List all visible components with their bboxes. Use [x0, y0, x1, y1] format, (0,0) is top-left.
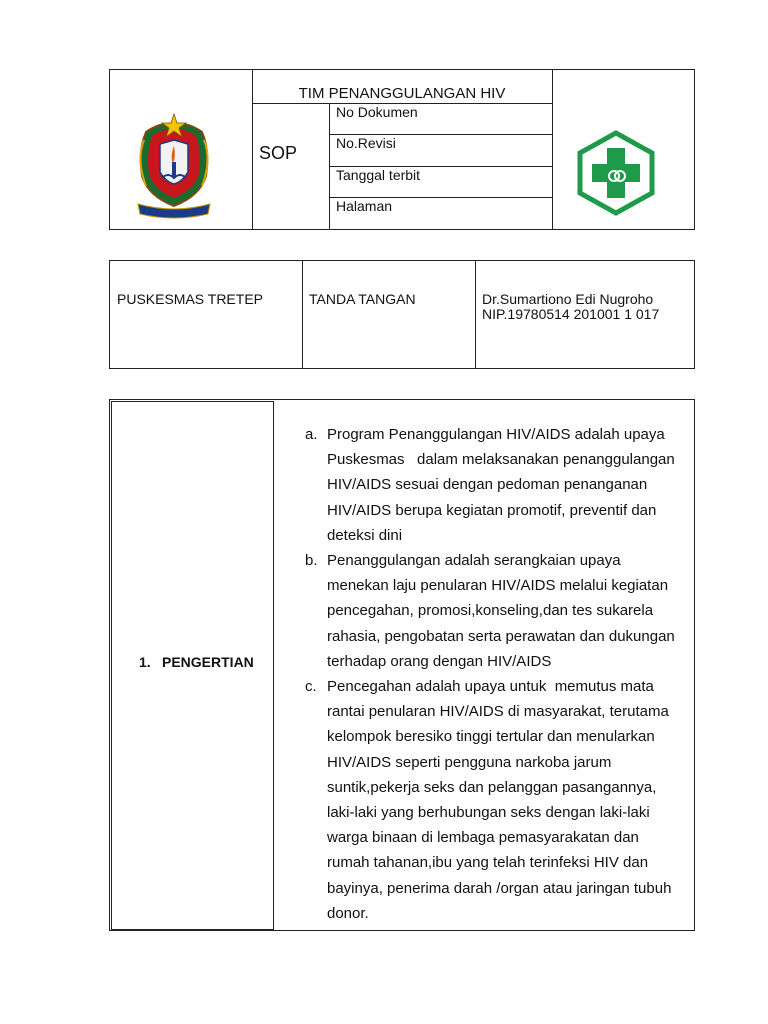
item-line: warga binaan di lembaga pemasyarakatan dan — [327, 829, 639, 847]
item-line: rumah tahanan,ibu yang telah terinfeksi HIV dan — [327, 854, 649, 872]
item-line: laki-laki yang berhubungan seks dengan laki-laki — [327, 804, 650, 822]
field-halaman: Halaman — [336, 198, 393, 214]
item-marker: b. — [305, 552, 318, 570]
item-line: donor. — [327, 904, 369, 922]
header-title: TIM PENANGGULANGAN HIV — [298, 85, 506, 102]
item-line: terhadap orang dengan HIV/AIDS — [327, 652, 552, 670]
item-marker: a. — [305, 426, 318, 443]
item-line: HIV/AIDS sesuai dengan pedoman penanganan — [327, 476, 648, 494]
item-line: bayinya, penerima darah /organ atau jaringan tubuh — [327, 879, 672, 897]
item-line: HIV/AIDS seperti pengguna narkoba jarum — [327, 753, 612, 771]
sop-label: SOP — [259, 143, 298, 163]
signatory-name: Dr.Sumartiono Edi Nugroho — [482, 291, 654, 307]
item-line: pencegahan, promosi,konseling,dan tes sukarela — [327, 602, 654, 620]
definition-item-a — [305, 422, 693, 548]
heading-number: 1. — [139, 654, 151, 670]
regional-emblem-icon — [132, 110, 216, 224]
org-name: PUSKESMAS TRETEP — [117, 291, 264, 307]
definition-list — [305, 422, 693, 926]
puskesmas-cross-icon — [576, 130, 656, 216]
item-line: kelompok beresiko tinggi tertular dan menularkan — [327, 728, 655, 746]
signature-label: TANDA TANGAN — [309, 291, 416, 307]
item-line: deteksi dini — [327, 526, 403, 544]
item-line: menekan laju penularan HIV/AIDS melalui kegiatan — [327, 577, 669, 595]
item-line: Program Penanggulangan HIV/AIDS adalah upaya — [327, 426, 665, 443]
signature-divider-2 — [475, 260, 476, 369]
item-marker: c. — [305, 678, 317, 696]
field-no-dokumen: No Dokumen — [336, 104, 418, 120]
header-divider-right — [552, 69, 553, 230]
item-line: rahasia, pengobatan serta perawatan dan dukungan — [327, 627, 675, 645]
signature-divider-1 — [302, 260, 303, 369]
signatory-nip: NIP.19780514 201001 1 017 — [482, 306, 660, 322]
item-line: rantai penularan HIV/AIDS di masyarakat, terutama — [327, 703, 669, 721]
item-line: HIV/AIDS berupa kegiatan promotif, preventif dan — [327, 501, 657, 519]
definition-item-b — [305, 548, 693, 674]
heading-pengertian: PENGERTIAN — [162, 654, 254, 670]
field-no-revisi: No.Revisi — [336, 135, 396, 151]
item-line: suntik,pekerja seks dan pelanggan pasangannya, — [327, 778, 657, 796]
definition-item-c — [305, 674, 693, 926]
field-tanggal-terbit: Tanggal terbit — [336, 167, 421, 183]
item-line: Puskesmas dalam melaksanakan penanggulangan — [327, 451, 675, 469]
item-line: Pencegahan adalah upaya untuk memutus mata — [327, 678, 654, 696]
item-line: Penanggulangan adalah serangkaian upaya — [327, 552, 621, 570]
